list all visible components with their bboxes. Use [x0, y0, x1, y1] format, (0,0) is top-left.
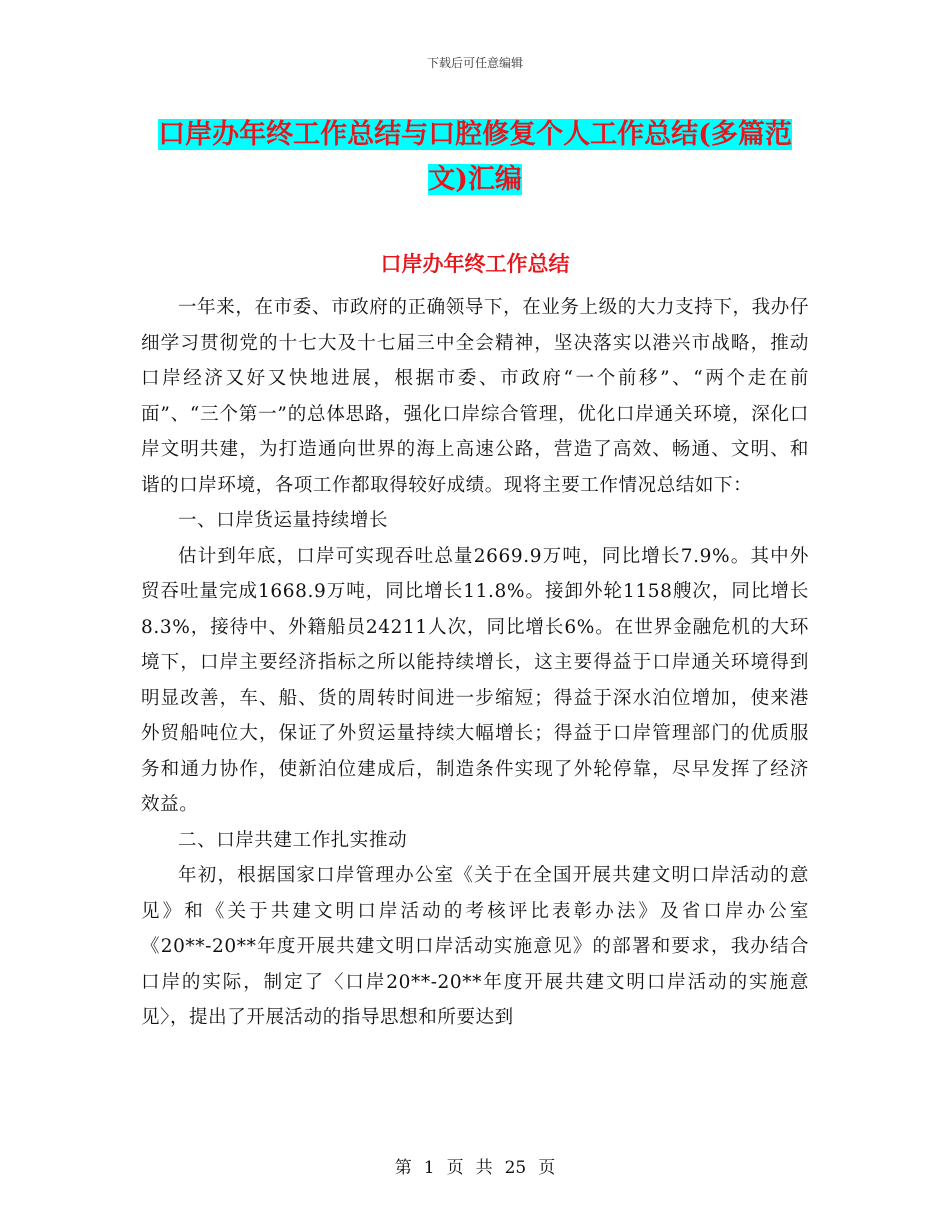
header-note: 下载后可任意编辑 — [426, 56, 523, 70]
page-number: 1 — [423, 1158, 435, 1178]
document-title — [140, 112, 810, 202]
paragraph-intro: 一年来，在市委、市政府的正确领导下，在业务上级的大力支持下，我办仔细学习贯彻党的十七大及十七届三中全会精神，坚决落实以港兴市战略，推动口岸经济又好又快地进展，根据市委、市政府“一个前移”、“两个走在前面”、“三个第一”的总体思路，强化口岸综合管理，优化口岸通关环境，深化口岸文明共建，为打造通向世界的海上高速公路，营造了高效、畅通、文明、和谐的口岸环境，各项工作都取得较好成绩。现将主要工作情况总结如下： — [141, 297, 809, 496]
page-label: 第 — [394, 1158, 412, 1178]
heading-1: 一、口岸货运量持续增长 — [178, 510, 389, 531]
total-label: 共 — [475, 1158, 493, 1178]
page-footer — [0, 1153, 950, 1178]
heading-2: 二、口岸共建工作扎实推动 — [178, 829, 408, 851]
total-pages: 25 — [504, 1158, 527, 1178]
total-unit: 页 — [538, 1158, 556, 1178]
document-body — [141, 290, 809, 1036]
page-unit: 页 — [446, 1158, 464, 1178]
document-title-text: 口岸办年终工作总结与口腔修复个人工作总结(多篇范文)汇编 — [158, 119, 792, 195]
paragraph-2: 年初，根据国家口岸管理办公室《关于在全国开展共建文明口岸活动的意见》和《关于共建文明口岸活动的考核评比表彰办法》及省口岸办公室《20**-20**年度开展共建文明口岸活动实施意见》的部署和要求，我办结合口岸的实际，制定了〈口岸20**-20**年度开展共建文明口岸活动的实施意见〉，提出了开展活动的指导思想和所要达到 — [141, 865, 809, 1028]
paragraph-1: 估计到年底，口岸可实现吞吐总量2669.9万吨，同比增长7.9%。其中外贸吞吐量完成1668.9万吨，同比增长11.8%。接卸外轮1158艘次，同比增长8.3%，接待中、外籍船员24211人次，同比增长6%。在世界金融危机的大环境下，口岸主要经济指标之所以能持续增长，这主要得益于口岸通关环境得到明显改善，车、船、货的周转时间进一步缩短；得益于深水泊位增加，使来港外贸船吨位大，保证了外贸运量持续大幅增长；得益于口岸管理部门的优质服务和通力协作，使新泊位建成后，制造条件实现了外轮停靠，尽早发挥了经济效益。 — [141, 545, 809, 815]
section-title: 口岸办年终工作总结 — [380, 251, 570, 276]
